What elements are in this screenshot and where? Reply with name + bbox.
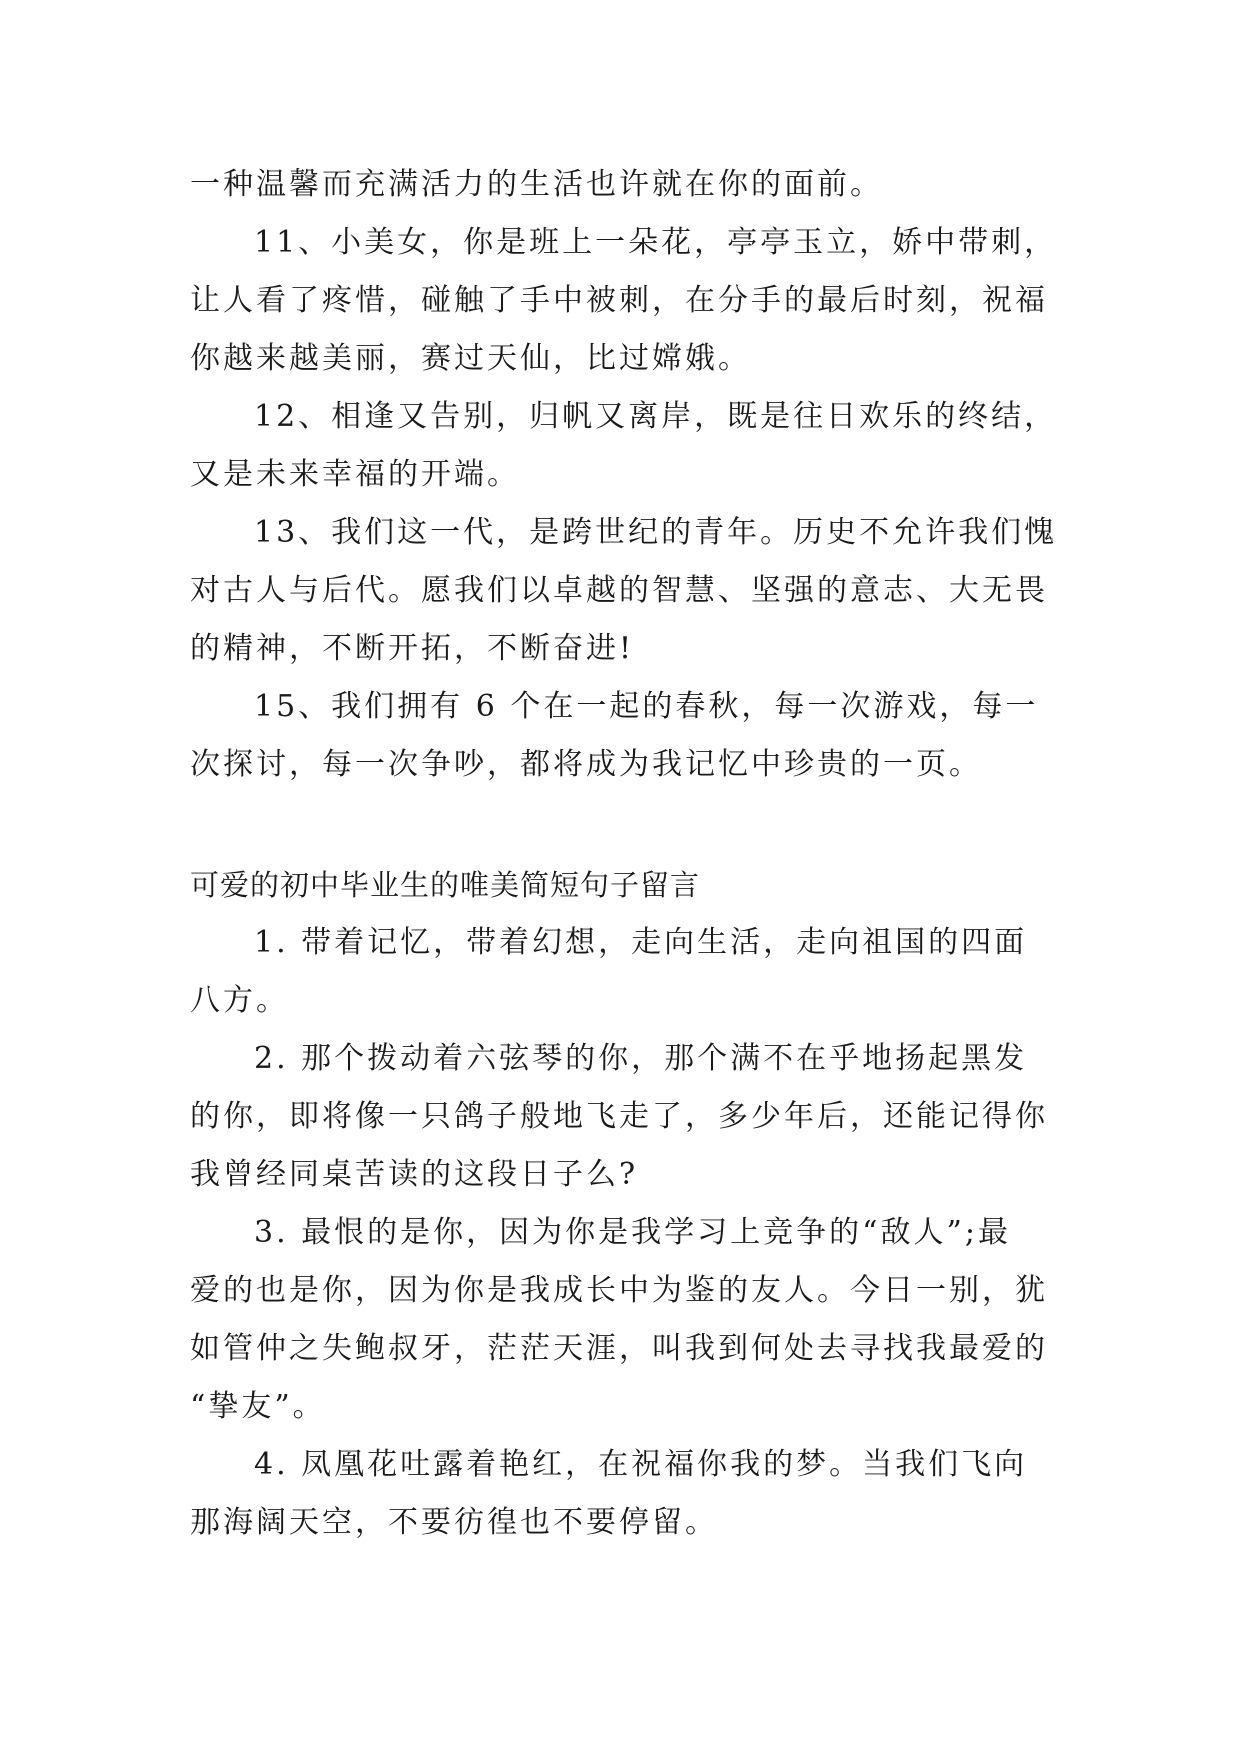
text-line: 一种温馨而充满活力的生活也许就在你的面前。 [190,167,883,202]
list-item-12 [190,388,1060,504]
list-item-1 [190,914,1060,1030]
text-line: 我曾经同桌苦读的这段日子么? [190,1157,639,1192]
text-line: “挚友”。 [190,1389,326,1424]
section-gap [190,794,1060,856]
list-item-3 [190,1204,1060,1436]
list-item-15 [190,678,1060,794]
text-line: 的精神，不断开拓，不断奋进! [190,631,635,666]
list-item-2 [190,1030,1060,1204]
list-item-11 [190,214,1060,388]
text-line: 又是未来幸福的开端。 [190,457,520,492]
text-line: 3. 最恨的是你，因为你是我学习上竞争的“敌人”;最 [254,1215,1011,1250]
section-heading: 可爱的初中毕业生的唯美简短句子留言 [190,868,701,902]
text-line: 15、我们拥有 6 个在一起的春秋，每一次游戏，每一 [254,689,1039,724]
text-line: 4. 凤凰花吐露着艳红，在祝福你我的梦。当我们飞向 [254,1447,1028,1482]
text-line: 的你，即将像一只鸽子般地飞走了，多少年后，还能记得你 [190,1099,1048,1134]
text-line: 那海阔天空，不要彷徨也不要停留。 [190,1505,718,1540]
text-line: 爱的也是你，因为你是我成长中为鉴的友人。今日一别，犹 [190,1273,1048,1308]
text-line: 你越来越美丽，赛过天仙，比过嫦娥。 [190,341,751,376]
paragraph-continuation [190,156,1060,214]
list-item-13 [190,504,1060,678]
text-line: 2. 那个拨动着六弦琴的你，那个满不在乎地扬起黑发 [254,1041,1028,1076]
text-line: 12、相逢又告别，归帆又离岸，既是往日欢乐的终结， [254,399,1058,434]
list-item-4 [190,1436,1060,1552]
document-page [190,156,1060,1552]
text-line: 对古人与后代。愿我们以卓越的智慧、坚强的意志、大无畏 [190,573,1048,608]
text-line: 让人看了疼惜，碰触了手中被刺，在分手的最后时刻，祝福 [190,283,1048,318]
text-line: 1. 带着记忆，带着幻想，走向生活，走向祖国的四面 [254,925,1028,960]
text-line: 13、我们这一代，是跨世纪的青年。历史不允许我们愧 [254,515,1058,550]
text-line: 如管仲之失鲍叔牙，茫茫天涯，叫我到何处去寻找我最爱的 [190,1331,1048,1366]
text-line: 八方。 [190,983,289,1018]
text-line: 11、小美女，你是班上一朵花，亭亭玉立，娇中带刺， [254,225,1058,260]
text-line: 次探讨，每一次争吵，都将成为我记忆中珍贵的一页。 [190,747,982,782]
